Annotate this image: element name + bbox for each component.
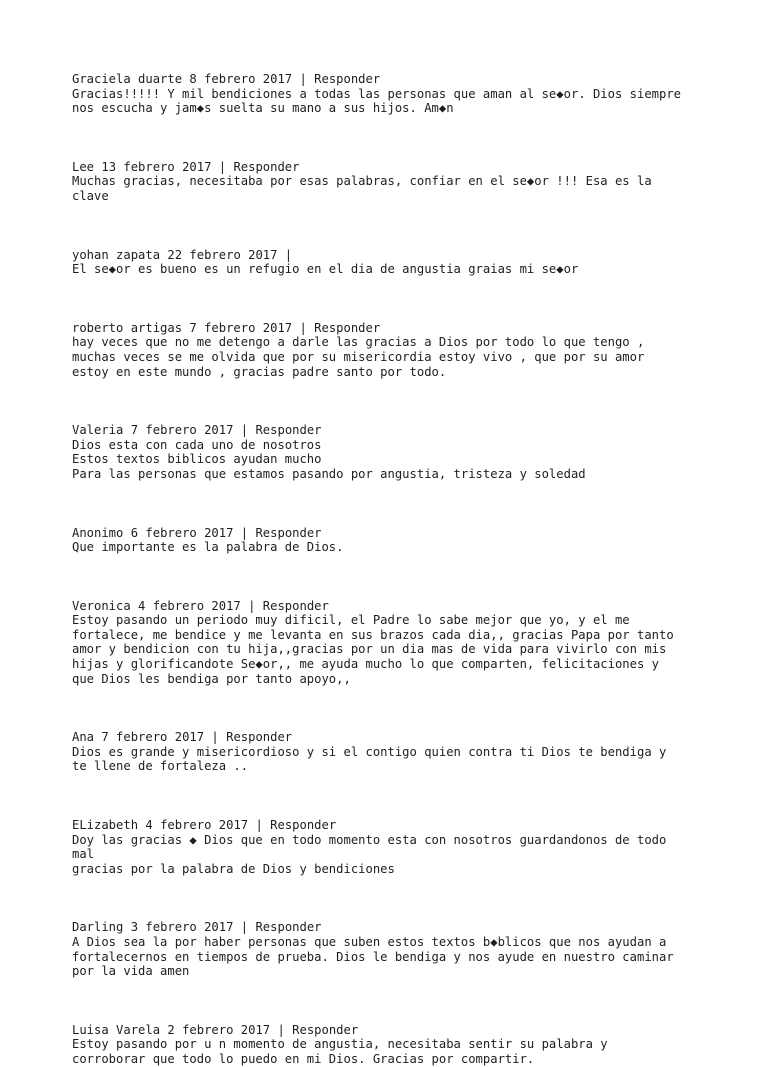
comment-header: Darling 3 febrero 2017 | Responder [72,920,322,935]
comment-header: Lee 13 febrero 2017 | Responder [72,159,300,174]
comment-text-line: estoy en este mundo , gracias padre santo por todo. [72,364,447,379]
reply-link[interactable]: Responder [262,598,329,613]
comment-date: 7 febrero 2017 [101,730,205,745]
comment [72,72,702,116]
comment-header: Veronica 4 febrero 2017 | Responder [72,598,329,613]
reply-link[interactable]: Responder [233,159,300,174]
comment-text-line: amor y bendicion con tu hija,,gracias por un dia mas de vida para vivirlo con mis [72,642,667,657]
comment [72,526,702,555]
comment-author: ELizabeth [72,818,139,833]
comment-text-line: hijas y glorificandote Se◆or,, me ayuda mucho lo que comparten, felicitaciones y [72,657,659,672]
comment-text-line: Estos textos biblicos ayudan mucho [72,452,322,467]
comment [72,599,702,687]
comment-author: Luisa Varela [72,1022,161,1037]
comment-author: roberto artigas [72,320,183,335]
comment [72,160,702,204]
comment-author: Ana [72,730,95,745]
comment-text-line: Doy las gracias ◆ Dios que en todo momento esta con nosotros guardandonos de todo [72,832,667,847]
comment-text-line: Estoy pasando por u n momento de angustia, necesitaba sentir su palabra y [72,1037,608,1052]
comment-text-line: corroborar que todo lo puedo en mi Dios. Gracias por compartir. [72,1051,535,1066]
comment [72,248,702,277]
comment-text-line: hay veces que no me detengo a darle las gracias a Dios por todo lo que tengo , [72,335,645,350]
comment-header: Anonimo 6 febrero 2017 | Responder [72,525,322,540]
reply-link[interactable]: Responder [255,525,322,540]
reply-link[interactable]: Responder [292,1022,359,1037]
comment-date: 22 febrero 2017 [167,247,278,262]
reply-link[interactable]: Responder [314,72,381,86]
comment-date: 6 febrero 2017 [130,525,234,540]
comment-date: 4 febrero 2017 [138,598,241,613]
comment-text-line: fortalece, me bendice y me levanta en sus brazos cada dia,, gracias Papa por tanto [72,627,674,642]
comment [72,730,702,774]
comment-text-line: Gracias!!!!! Y mil bendiciones a todas las personas que aman al se◆or. Dios siempre [72,86,682,101]
comment-date: 8 febrero 2017 [189,72,293,86]
comment-author: Valeria [72,423,124,438]
reply-link[interactable]: Responder [255,920,322,935]
comment-header: roberto artigas 7 febrero 2017 | Responder [72,320,381,335]
comment-text-line: por la vida amen [72,964,190,979]
reply-link[interactable]: Responder [314,320,381,335]
comment-author: Graciela duarte [72,72,183,86]
comment-text-line: Muchas gracias, necesitaba por esas palabras, confiar en el se◆or !!! Esa es la [72,174,652,189]
comment-text-line: Dios esta con cada uno de nosotros [72,437,322,452]
comment-text-line: clave [72,188,109,203]
comment-text-line: Para las personas que estamos pasando por angustia, tristeza y soledad [72,466,586,481]
comment-text-line: gracias por la palabra de Dios y bendiciones [72,861,395,876]
reply-link[interactable]: Responder [226,730,293,745]
comment-header: Luisa Varela 2 febrero 2017 | Responder [72,1022,359,1037]
comment-date: 4 febrero 2017 [145,818,249,833]
comment-text-line: nos escucha y jam◆s suelta su mano a sus hijos. Am◆n [72,101,454,116]
comment [72,920,702,978]
comment-text-line: fortalecernos en tiempos de prueba. Dios le bendiga y nos ayude en nuestro caminar [72,949,674,964]
comment-author: Veronica [72,598,131,613]
comment-text-line: Que importante es la palabra de Dios. [72,540,344,555]
comment-author: Anonimo [72,525,124,540]
comment-text-line: mal [72,847,95,862]
comment-text-line: te llene de fortaleza .. [72,759,249,774]
comment-text-line: Estoy pasando un periodo muy dificil, el Padre lo sabe mejor que yo, y el me [72,613,630,628]
reply-link[interactable]: Responder [270,818,337,833]
reply-link[interactable]: Responder [255,423,322,438]
comment-text-line: muchas veces se me olvida que por su misericordia estoy vivo , que por su amor [72,349,645,364]
comment-header: Valeria 7 febrero 2017 | Responder [72,423,322,438]
comment-header: Graciela duarte 8 febrero 2017 | Responder [72,72,381,86]
comment [72,818,702,876]
comment [72,321,702,379]
comments-page [72,72,702,1067]
comment-header: Ana 7 febrero 2017 | Responder [72,730,293,745]
comment-text-line: que Dios les bendiga por tanto apoyo,, [72,671,351,686]
comment [72,423,702,481]
comment-author: yohan zapata [72,247,161,262]
comment-date: 2 febrero 2017 [167,1022,271,1037]
comment-header: ELizabeth 4 febrero 2017 | Responder [72,818,337,833]
comment-date: 3 febrero 2017 [130,920,234,935]
comment-text-line: El se◆or es bueno es un refugio en el dia de angustia graias mi se◆or [72,262,579,277]
comment-date: 7 febrero 2017 [130,423,234,438]
comment-header: yohan zapata 22 febrero 2017 | [72,247,293,262]
comment-author: Lee [72,159,95,174]
comment-author: Darling [72,920,124,935]
comment-text-line: Dios es grande y misericordioso y si el contigo quien contra ti Dios te bendiga y [72,744,667,759]
comment-date: 13 febrero 2017 [101,159,212,174]
comment-date: 7 febrero 2017 [189,320,293,335]
comment-text-line: A Dios sea la por haber personas que suben estos textos b◆blicos que nos ayudan a [72,935,667,949]
comment [72,1023,702,1067]
